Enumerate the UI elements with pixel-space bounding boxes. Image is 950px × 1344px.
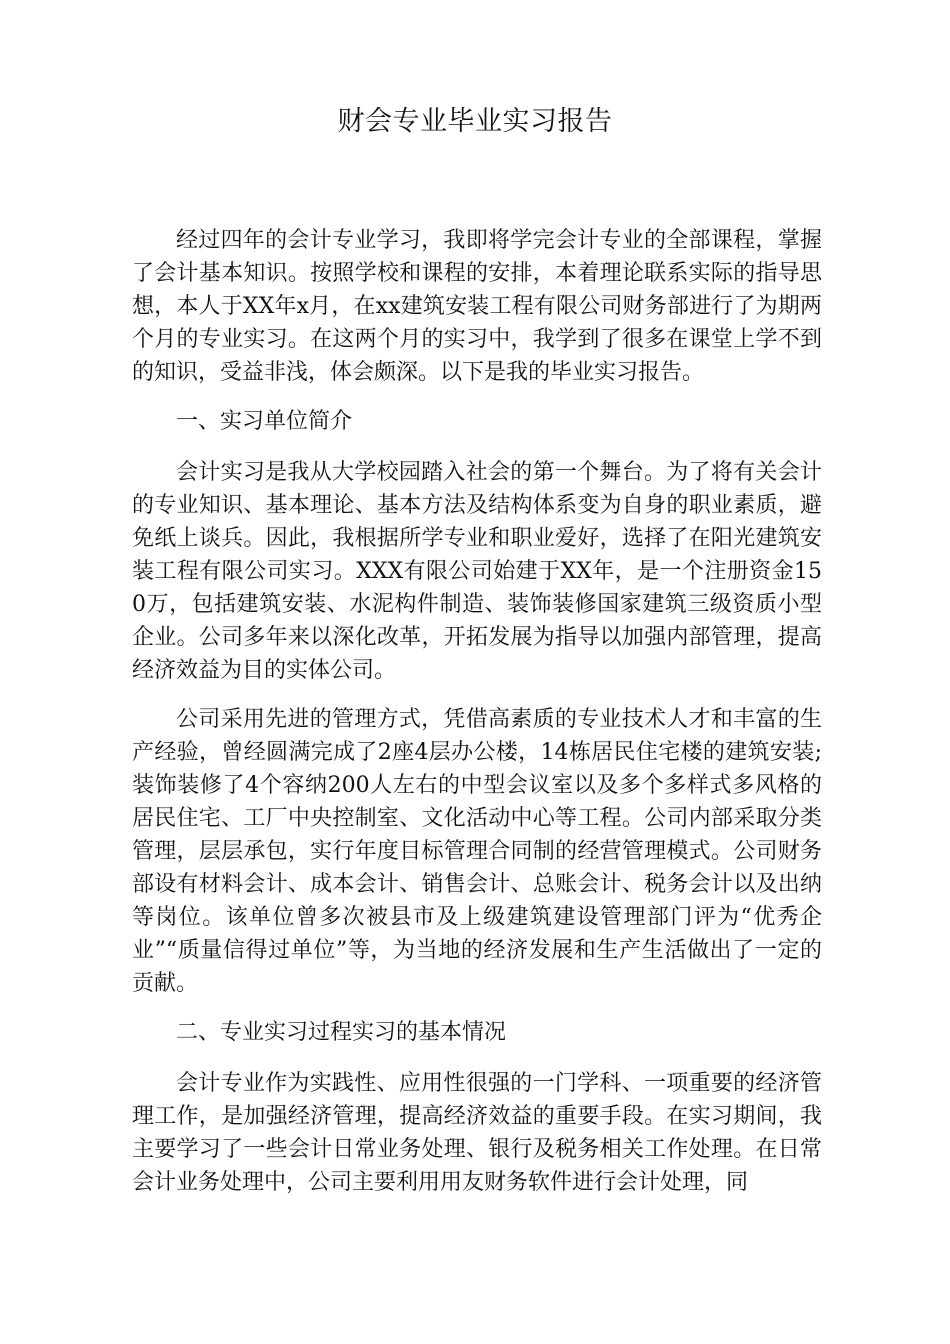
- section-heading-company-intro: 一、实习单位简介: [176, 409, 353, 434]
- paragraph-internship-basics: 会计专业作为实践性、应用性很强的一门学科、一项重要的经济管理工作，是加强经济管理，提高经济效益的重要手段。在实习期间，我主要学习了一些会计日常业务处理、银行及税务相关工作处理。在日常会计业务处理中，公司主要利用用友财务软件进行会计处理，同: [132, 1071, 822, 1195]
- paragraph-intro: 经过四年的会计专业学习，我即将学完会计专业的全部课程，掌握了会计基本知识。按照学校和课程的安排，本着理论联系实际的指导思想，本人于XX年x月，在xx建筑安装工程有限公司财务部进行了为期两个月的专业实习。在这两个月的实习中，我学到了很多在课堂上学不到的知识，受益非浅，体会颇深。以下是我的毕业实习报告。: [132, 228, 822, 385]
- paragraph-company-management: 公司采用先进的管理方式，凭借高素质的专业技术人才和丰富的生产经验，曾经圆满完成了2座4层办公楼，14栋居民住宅楼的建筑安装;装饰装修了4个容纳200人左右的中型会议室以及多个多样式多风格的居民住宅、工厂中央控制室、文化活动中心等工程。公司内部采取分类管理，层层承包，实行年度目标管理合同制的经营管理模式。公司财务部设有材料会计、成本会计、销售会计、总账会计、税务会计以及出纳等岗位。该单位曾多次被县市及上级建筑建设管理部门评为“优秀企业”“质量信得过单位”等，为当地的经济发展和生产生活做出了一定的贡献。: [132, 707, 822, 996]
- section-heading-internship-basics: 二、专业实习过程实习的基本情况: [176, 1020, 507, 1045]
- document-body: [132, 224, 822, 1215]
- paragraph-company-intro: 会计实习是我从大学校园踏入社会的第一个舞台。为了将有关会计的专业知识、基本理论、基本方法及结构体系变为自身的职业素质，避免纸上谈兵。因此，我根据所学专业和职业爱好，选择了在阳光建筑安装工程有限公司实习。XXX有限公司始建于XX年，是一个注册资金150万，包括建筑安装、水泥构件制造、装饰装修国家建筑三级资质小型企业。公司多年来以深化改革，开拓发展为指导以加强内部管理，提高经济效益为目的实体公司。: [132, 460, 822, 683]
- document-title: 财会专业毕业实习报告: [337, 106, 613, 137]
